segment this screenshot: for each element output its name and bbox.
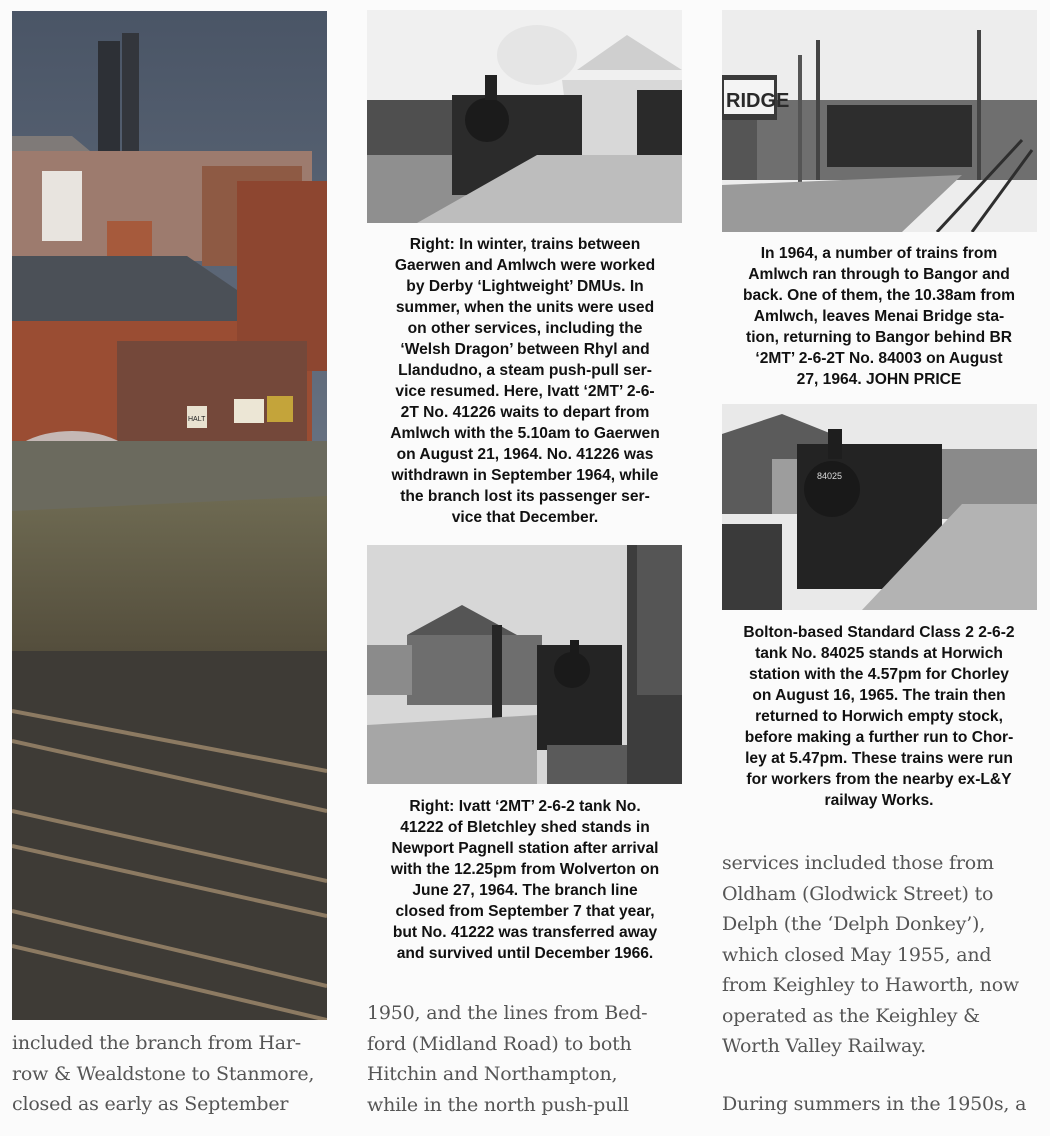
caption-line: before making a further run to Chor- <box>744 729 1014 746</box>
body-line: included the branch from Har- <box>12 1032 301 1054</box>
caption-line: and survived until December 1966. <box>396 945 654 962</box>
caption-line: railway Works. <box>824 792 934 809</box>
caption-line: vice resumed. Here, Ivatt ‘2MT’ 2-6- <box>395 383 655 400</box>
body-line: while in the north push-pull <box>367 1093 629 1116</box>
caption-newport-pagnell <box>365 796 685 964</box>
caption-line: on August 21, 1964. No. 41226 was <box>396 446 654 463</box>
caption-line: 27, 1964. JOHN PRICE <box>796 371 962 388</box>
caption-menai-bridge <box>719 243 1039 390</box>
caption-horwich <box>719 622 1039 811</box>
photo-amlwch <box>367 10 682 223</box>
body-line: row & Wealdstone to Stanmore, <box>12 1062 315 1085</box>
caption-line: tion, returning to Bangor behind BR <box>746 329 1012 346</box>
body-line: During summers in the 1950s, a <box>722 1093 1027 1115</box>
body-line: services included those from <box>722 852 994 874</box>
caption-line: 2T No. 41226 waits to depart from <box>400 404 650 421</box>
caption-line: the branch lost its passenger ser- <box>400 488 650 505</box>
caption-line: vice that December. <box>451 509 599 526</box>
body-line: Delph (the ‘Delph Donkey’), <box>722 913 986 935</box>
photo-newport-pagnell <box>367 545 682 784</box>
caption-amlwch <box>365 234 685 528</box>
body-line: ford (Midland Road) to both <box>367 1032 632 1055</box>
caption-line: with the 12.25pm from Wolverton on <box>390 861 660 878</box>
caption-line: by Derby ‘Lightweight’ DMUs. In <box>406 278 644 295</box>
caption-line: ‘Welsh Dragon’ between Rhyl and <box>400 341 650 358</box>
photo-horwich <box>722 404 1037 610</box>
caption-line: closed from September 7 that year, <box>395 903 655 920</box>
caption-line: Amlwch, leaves Menai Bridge sta- <box>753 308 1005 325</box>
caption-line: Right: Ivatt ‘2MT’ 2-6-2 tank No. <box>409 798 641 815</box>
caption-line: summer, when the units were used <box>395 299 655 316</box>
body-line: Worth Valley Railway. <box>722 1035 927 1057</box>
caption-line: returned to Horwich empty stock, <box>755 708 1003 725</box>
photo-station-buildings <box>12 11 327 1020</box>
caption-line: for workers from the nearby ex-L&Y <box>746 771 1012 788</box>
body-column-1 <box>12 1028 332 1120</box>
caption-line: Amlwch ran through to Bangor and <box>748 266 1010 283</box>
caption-line: Newport Pagnell station after arrival <box>391 840 659 857</box>
caption-line: withdrawn in September 1964, while <box>391 467 659 484</box>
body-column-3 <box>722 848 1042 1062</box>
caption-line: Llandudno, a steam push-pull ser- <box>398 362 652 379</box>
caption-line: Amlwch with the 5.10am to Gaerwen <box>390 425 660 442</box>
body-line: Oldham (Glodwick Street) to <box>722 882 994 905</box>
body-line: closed as early as September <box>12 1093 289 1115</box>
caption-line: station with the 4.57pm for Chorley <box>749 666 1009 683</box>
body-line: Hitchin and Northampton, <box>367 1063 618 1085</box>
photo-menai-bridge <box>722 10 1037 232</box>
body-line: from Keighley to Haworth, now <box>722 974 1019 996</box>
caption-line: Bolton-based Standard Class 2 2-6-2 <box>743 624 1015 641</box>
caption-line: ley at 5.47pm. These trains were run <box>745 750 1013 767</box>
body-line: 1950, and the lines from Bed- <box>367 1002 648 1024</box>
caption-line: tank No. 84025 stands at Horwich <box>755 645 1003 662</box>
caption-line: back. One of them, the 10.38am from <box>742 287 1016 304</box>
halt-sign: HALT <box>188 416 206 423</box>
loco-number: 84025 <box>817 471 843 481</box>
caption-line: on August 16, 1965. The train then <box>752 687 1006 704</box>
caption-line: but No. 41222 was transferred away <box>392 924 658 941</box>
caption-line: ‘2MT’ 2-6-2T No. 84003 on August <box>755 350 1003 367</box>
body-column-2 <box>367 998 687 1120</box>
body-column-3-paragraph-2 <box>722 1089 1042 1120</box>
caption-line: on other services, including the <box>407 320 643 337</box>
body-line: operated as the Keighley & <box>722 1004 980 1027</box>
caption-line: Right: In winter, trains between <box>409 236 641 253</box>
caption-line: In 1964, a number of trains from <box>760 245 998 262</box>
caption-line: 41222 of Bletchley shed stands in <box>400 819 650 836</box>
caption-line: June 27, 1964. The branch line <box>412 882 638 899</box>
station-sign-text: RIDGE <box>726 90 790 112</box>
caption-line: Gaerwen and Amlwch were worked <box>394 257 656 274</box>
body-line: which closed May 1955, and <box>722 943 992 966</box>
